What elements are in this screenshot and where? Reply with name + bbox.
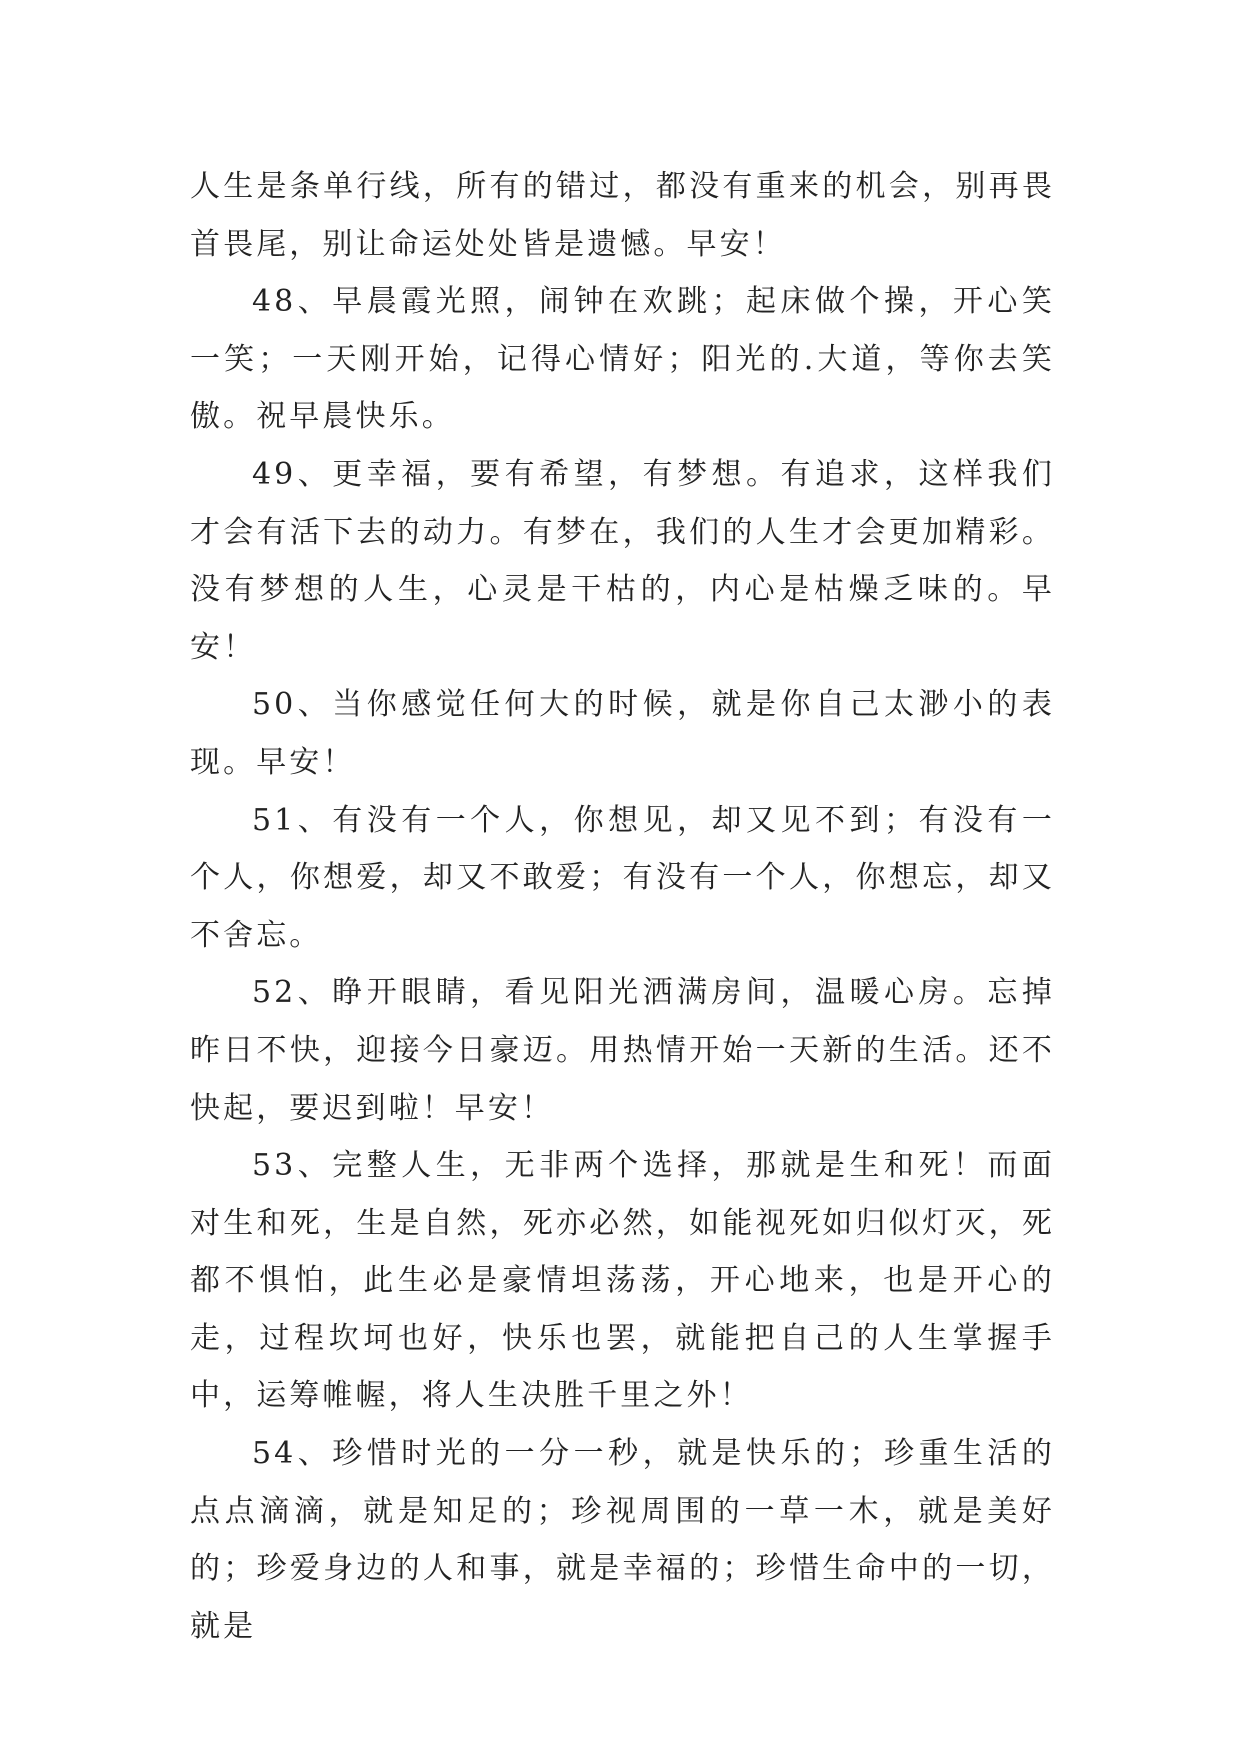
paragraph-49: 49、更幸福，要有希望，有梦想。有追求，这样我们才会有活下去的动力。有梦在，我们的人生才会更加精彩。没有梦想的人生，心灵是干枯的，内心是枯燥乏味的。早安！ <box>190 456 1055 665</box>
paragraph-50: 50、当你感觉任何大的时候，就是你自己太渺小的表现。早安！ <box>190 687 1055 780</box>
paragraph-48: 48、早晨霞光照，闹钟在欢跳；起床做个操，开心笑一笑；一天刚开始，记得心情好；阳光的.大道，等你去笑傲。祝早晨快乐。 <box>190 284 1055 435</box>
paragraph-53: 53、完整人生，无非两个选择，那就是生和死！而面对生和死，生是自然，死亦必然，如能视死如归似灯灭，死都不惧怕，此生必是豪情坦荡荡，开心地来，也是开心的走，过程坎坷也好，快乐也罢，就能把自己的人生掌握手中，运筹帷幄，将人生决胜千里之外！ <box>190 1148 1055 1414</box>
document-body <box>190 158 1055 1655</box>
paragraph-54: 54、珍惜时光的一分一秒，就是快乐的；珍重生活的点点滴滴，就是知足的；珍视周围的一草一木，就是美好的；珍爱身边的人和事，就是幸福的；珍惜生命中的一切，就是 <box>190 1436 1055 1644</box>
paragraph-52: 52、睁开眼睛，看见阳光洒满房间，温暖心房。忘掉昨日不快，迎接今日豪迈。用热情开始一天新的生活。还不快起，要迟到啦！早安！ <box>190 975 1055 1126</box>
paragraph-51: 51、有没有一个人，你想见，却又见不到；有没有一个人，你想爱，却又不敢爱；有没有一个人，你想忘，却又不舍忘。 <box>190 802 1055 953</box>
paragraph-continuation: 人生是条单行线，所有的错过，都没有重来的机会，别再畏首畏尾，别让命运处处皆是遗憾。早安！ <box>190 169 1055 262</box>
